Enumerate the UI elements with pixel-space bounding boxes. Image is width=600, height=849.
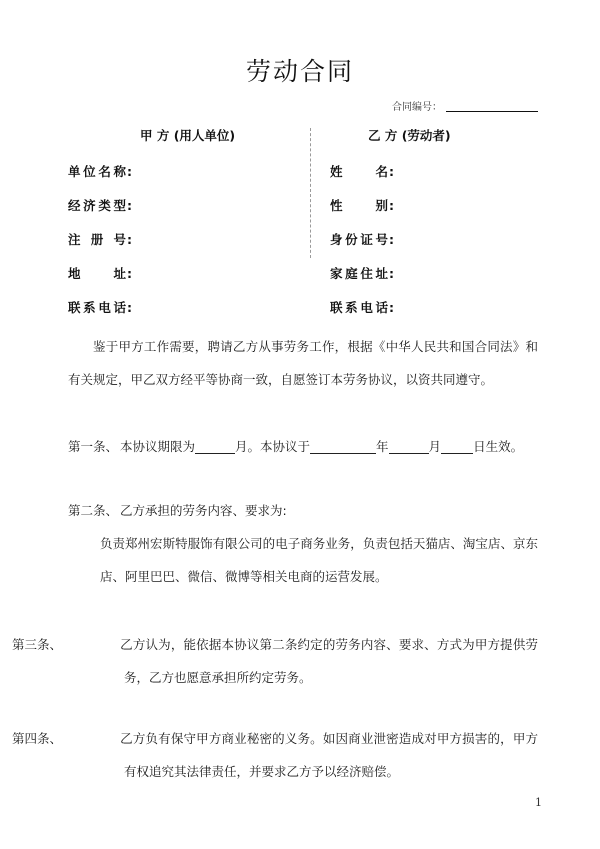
field-party-a-economic-type <box>68 196 132 214</box>
field-label: 身份证号 <box>330 232 388 247</box>
clause-1-blank-year[interactable] <box>310 453 376 454</box>
field-party-a-registration-no <box>68 230 132 248</box>
field-colon: : <box>389 232 394 247</box>
clause-1-number: 第一条、 <box>68 439 119 454</box>
field-colon: : <box>127 300 132 315</box>
clause-1-text-2: 月。本协议于 <box>235 439 311 454</box>
clause-3-number: 第三条、 <box>12 637 63 652</box>
clause-1-blank-months[interactable] <box>195 453 235 454</box>
field-label: 地址 <box>68 266 126 281</box>
field-label: 单位名称 <box>68 164 126 179</box>
field-label: 注册号 <box>68 232 126 247</box>
field-label: 联系电话 <box>68 300 126 315</box>
field-label: 家庭住址 <box>330 266 388 281</box>
contract-number-label: 合同编号： <box>392 102 442 113</box>
field-party-b-gender <box>330 196 394 214</box>
field-colon: : <box>127 164 132 179</box>
clause-1 <box>68 430 538 463</box>
field-party-a-address <box>68 264 132 282</box>
clause-1-blank-day[interactable] <box>441 453 473 454</box>
field-label: 经济类型 <box>68 198 126 213</box>
contract-number-field <box>392 98 538 113</box>
field-colon: : <box>389 300 394 315</box>
page-number: 1 <box>535 796 542 809</box>
clause-4-text: 乙方负有保守甲方商业秘密的义务。如因商业泄密造成对甲方损害的，甲方有权追究其法律责任，并要求乙方予以经济赔偿。 <box>120 731 538 779</box>
field-label: 联系电话 <box>330 300 388 315</box>
field-colon: : <box>389 266 394 281</box>
contract-number-blank[interactable] <box>446 111 538 112</box>
field-party-b-name <box>330 162 394 180</box>
clause-1-text-3: 年 <box>376 439 389 454</box>
clause-4-number: 第四条、 <box>12 731 63 746</box>
clause-3-text: 乙方认为，能依据本协议第二条约定的劳务内容、要求、方式为甲方提供劳务，乙方也愿意承担所约定劳务。 <box>120 637 538 685</box>
field-colon: : <box>389 198 394 213</box>
clause-1-text-4: 月 <box>428 439 442 454</box>
clause-2-number: 第二条、 <box>68 503 119 518</box>
field-colon: : <box>389 164 394 179</box>
field-label: 性别 <box>330 198 388 213</box>
field-label: 姓名 <box>330 164 388 179</box>
clause-1-blank-month[interactable] <box>389 453 429 454</box>
field-party-b-id-number <box>330 230 394 248</box>
parties-divider <box>310 128 311 258</box>
field-party-b-home-address <box>330 264 394 282</box>
clause-1-text-1: 本协议期限为 <box>120 439 196 454</box>
field-party-a-phone <box>68 298 132 316</box>
clause-3 <box>12 628 538 694</box>
field-party-b-phone <box>330 298 394 316</box>
clause-1-text-5: 日生效。 <box>473 439 524 454</box>
clause-2-body: 负责郑州宏斯特服饰有限公司的电子商务业务，负责包括天猫店、淘宝店、京东店、阿里巴巴、微信、微博等相关电商的运营发展。 <box>100 536 538 584</box>
clause-2-heading-text: 乙方承担的劳务内容、要求为: <box>120 503 287 518</box>
field-party-a-company-name <box>68 162 132 180</box>
field-colon: : <box>127 232 132 247</box>
page-title: 劳动合同 <box>245 57 354 86</box>
party-b-heading: 乙 方 (劳动者) <box>368 128 451 143</box>
clause-2-heading <box>68 494 538 527</box>
party-a-heading: 甲 方 (用人单位) <box>140 128 236 143</box>
field-colon: : <box>127 198 132 213</box>
parties-section <box>0 126 600 315</box>
preamble-paragraph: 鉴于甲方工作需要，聘请乙方从事劳务工作，根据《中华人民共和国合同法》和有关规定，甲乙双方经平等协商一致，自愿签订本劳务协议，以资共同遵守。 <box>68 339 538 387</box>
field-colon: : <box>127 266 132 281</box>
clause-4 <box>12 722 538 788</box>
